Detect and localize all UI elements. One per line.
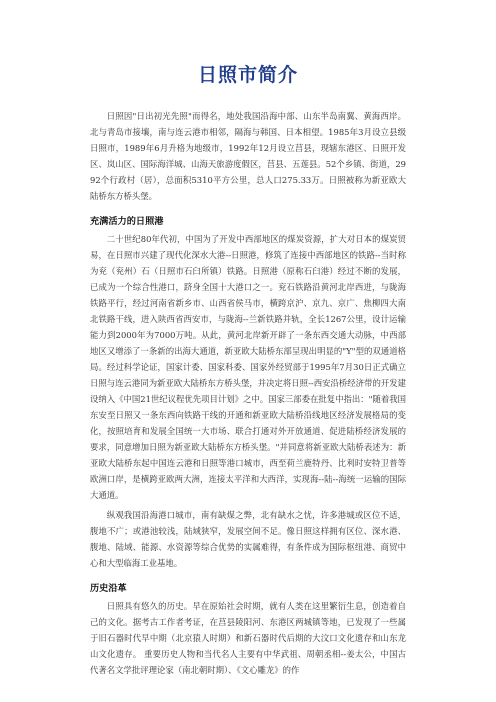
port-paragraph-1: 二十世纪80年代初，中国为了开发中西部地区的煤炭资源，扩大对日本的煤炭贸易，在日照市兴建了现代化深水大港--日照港，修筑了连接中西部地区的铁路--当时称为兖（兖州）石（日照市石臼所镇）铁路。日照港（原称石臼港）经过不断的发展，已成为一个综合性港口，跻身全国十大港口之一。兖石铁路沿黄河北岸西进，与陇海铁路平行，经过河南省新乡市、山西省侯马市，横跨京沪、京九、京广、焦柳四大南北铁路干线，进入陕西省西安市，与陇海--兰新铁路并轨，全长1267公里，设计运输能力到2000年为7000万吨。从此，黄河北岸新开辟了一条东西交通大动脉，中西部地区又增添了一条新的出海大通道，新亚欧大陆桥东部呈现出明显的"Y"型的双通道格局。经过科学论证，国家计委、国家科委、国家外经贸部于1995年7月30日正式确立日照与连云港同为新亚欧大陆桥东方桥头堡，并决定将日照--西安沿桥经济带的开发建设纳入《中国21世纪议程优先项目计划》之中。国家三部委在批复中指出："随着我国东安至日照又一条东西向铁路干线的开通和新亚欧大陆桥沿线地区经济发展格局的变化，按照培育和发展全国统一大市场、联合打通对外开放通道、促进陆桥经济发展的要求，同意增加日照为新亚欧大陆桥东方桥头堡。"并同意将新亚欧大陆桥表述为：新亚欧大陆桥东起中国连云港和日照等港口城市，西至荷兰鹿特丹、比利时安特卫普等欧洲口岸，是横跨亚欧两大洲，连接太平洋和大西洋，实现海--陆--海统一运输的国际大通道。: [90, 234, 407, 500]
port-paragraph-2: 纵观我国沿海港口城市，南有缺煤之弊，北有缺水之忧，许多港城或区位不适，腹地不广；或港池较浅，陆域狭窄，发展空间不足。像日照这样拥有区位、深水港、腹地、陆域、能源、水资源等综合优势的实属难得，有条件成为国际枢纽港、商贸中心和大型临海工业基地。: [90, 510, 406, 568]
port-section: [90, 215, 406, 571]
page-title: 日照市简介: [197, 64, 298, 86]
section-heading-history: 历史沿革: [90, 583, 127, 594]
intro-section: [90, 108, 406, 204]
intro-paragraph: 日照因"日出初光先照"而得名，地处我国沿海中部、山东半岛南翼、黄海西岸。北与青岛市接壤，南与连云港市相邻，隔海与韩国、日本相望。1985年3月设立县级日照市，1989年6月升格为地级市，1992年12月设立莒县，现辖东港区、日照开发区、岚山区、国际海洋城、山海天旅游度假区，莒县、五莲县。52个乡镇、街道，2992个行政村（居），总面积5310平方公里，总人口275.33万。日照被称为新亚欧大陆桥东方桥头堡。: [90, 111, 406, 201]
history-section: [90, 582, 406, 678]
history-paragraph-1: 日照具有悠久的历史。早在原始社会时期，就有人类在这里繁衍生息，创造着自己的文化。据考古工作者考证，在莒县陵阳河、东港区两城镇等地，已发现了一些属于旧石器时代早中期（北京猿人时期）和新石器时代后期的大汶口文化遗存和山东龙山文化遗存。 重要历史人物和当代名人主要有中华武祖、周朝丞相--姜太公，中国古代著名文学批评理论家（南北朝时期）、《文心雕龙》的作: [90, 601, 406, 675]
section-heading-port: 充满活力的日照港: [90, 216, 164, 227]
